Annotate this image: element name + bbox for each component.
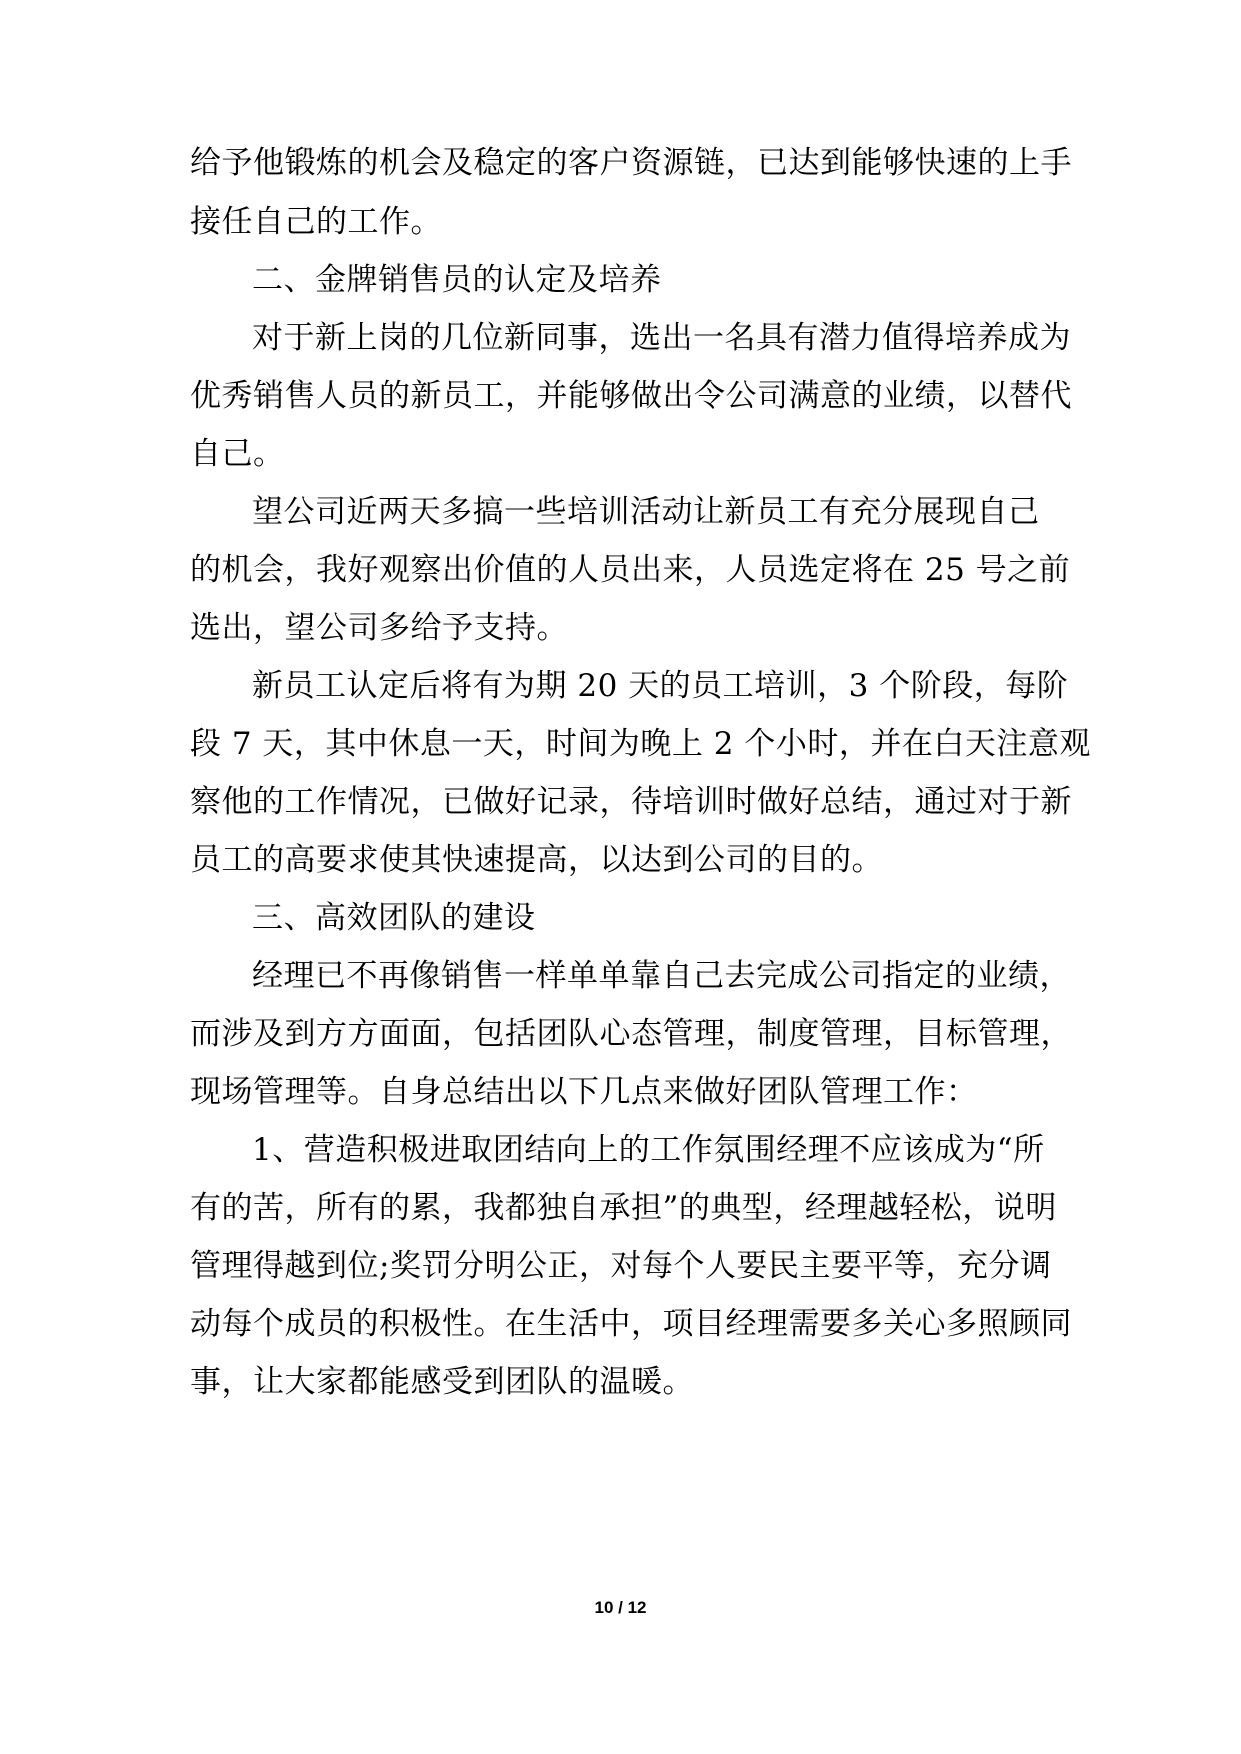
paragraph-line: 新员工认定后将有为期 20 天的员工培训，3 个阶段，每阶 <box>252 668 1069 704</box>
paragraph-line: 有的苦，所有的累，我都独自承担”的典型，经理越轻松，说明 <box>190 1190 1057 1226</box>
paragraph-line: 1、营造积极进取团结向上的工作氛围经理不应该成为“所 <box>252 1132 1045 1168</box>
paragraph-line: 优秀销售人员的新员工，并能够做出令公司满意的业绩，以替代 <box>190 378 1072 414</box>
paragraph-line: 察他的工作情况，已做好记录，待培训时做好总结，通过对于新 <box>190 784 1072 820</box>
paragraph-line: 段 7 天，其中休息一天，时间为晚上 2 个小时，并在白天注意观 <box>190 726 1091 762</box>
paragraph-line: 选出，望公司多给予支持。 <box>190 610 568 646</box>
paragraph-line: 经理已不再像销售一样单单靠自己去完成公司指定的业绩， <box>252 958 1071 994</box>
paragraph-line: 员工的高要求使其快速提高，以达到公司的目的。 <box>190 842 883 878</box>
paragraph-line: 的机会，我好观察出价值的人员出来，人员选定将在 25 号之前 <box>190 552 1071 588</box>
page-number: 10 / 12 <box>594 1598 647 1617</box>
paragraph-line: 管理得越到位;奖罚分明公正，对每个人要民主要平等，充分调 <box>190 1248 1052 1284</box>
section-heading: 三、高效团队的建设 <box>252 900 536 936</box>
paragraph-line: 动每个成员的积极性。在生活中，项目经理需要多关心多照顾同 <box>190 1306 1072 1342</box>
paragraph-line: 现场管理等。自身总结出以下几点来做好团队管理工作： <box>190 1074 978 1110</box>
section-heading: 二、金牌销售员的认定及培养 <box>252 262 662 298</box>
paragraph-line: 自己。 <box>190 436 285 472</box>
paragraph-line: 而涉及到方方面面，包括团队心态管理，制度管理，目标管理， <box>190 1016 1072 1052</box>
paragraph-line: 望公司近两天多搞一些培训活动让新员工有充分展现自己 <box>252 494 1040 530</box>
paragraph-line: 对于新上岗的几位新同事，选出一名具有潜力值得培养成为 <box>252 320 1071 356</box>
paragraph-line: 给予他锻炼的机会及稳定的客户资源链，已达到能够快速的上手 <box>190 145 1072 181</box>
paragraph-line: 事，让大家都能感受到团队的温暖。 <box>190 1364 694 1400</box>
paragraph-line: 接任自己的工作。 <box>190 204 442 240</box>
